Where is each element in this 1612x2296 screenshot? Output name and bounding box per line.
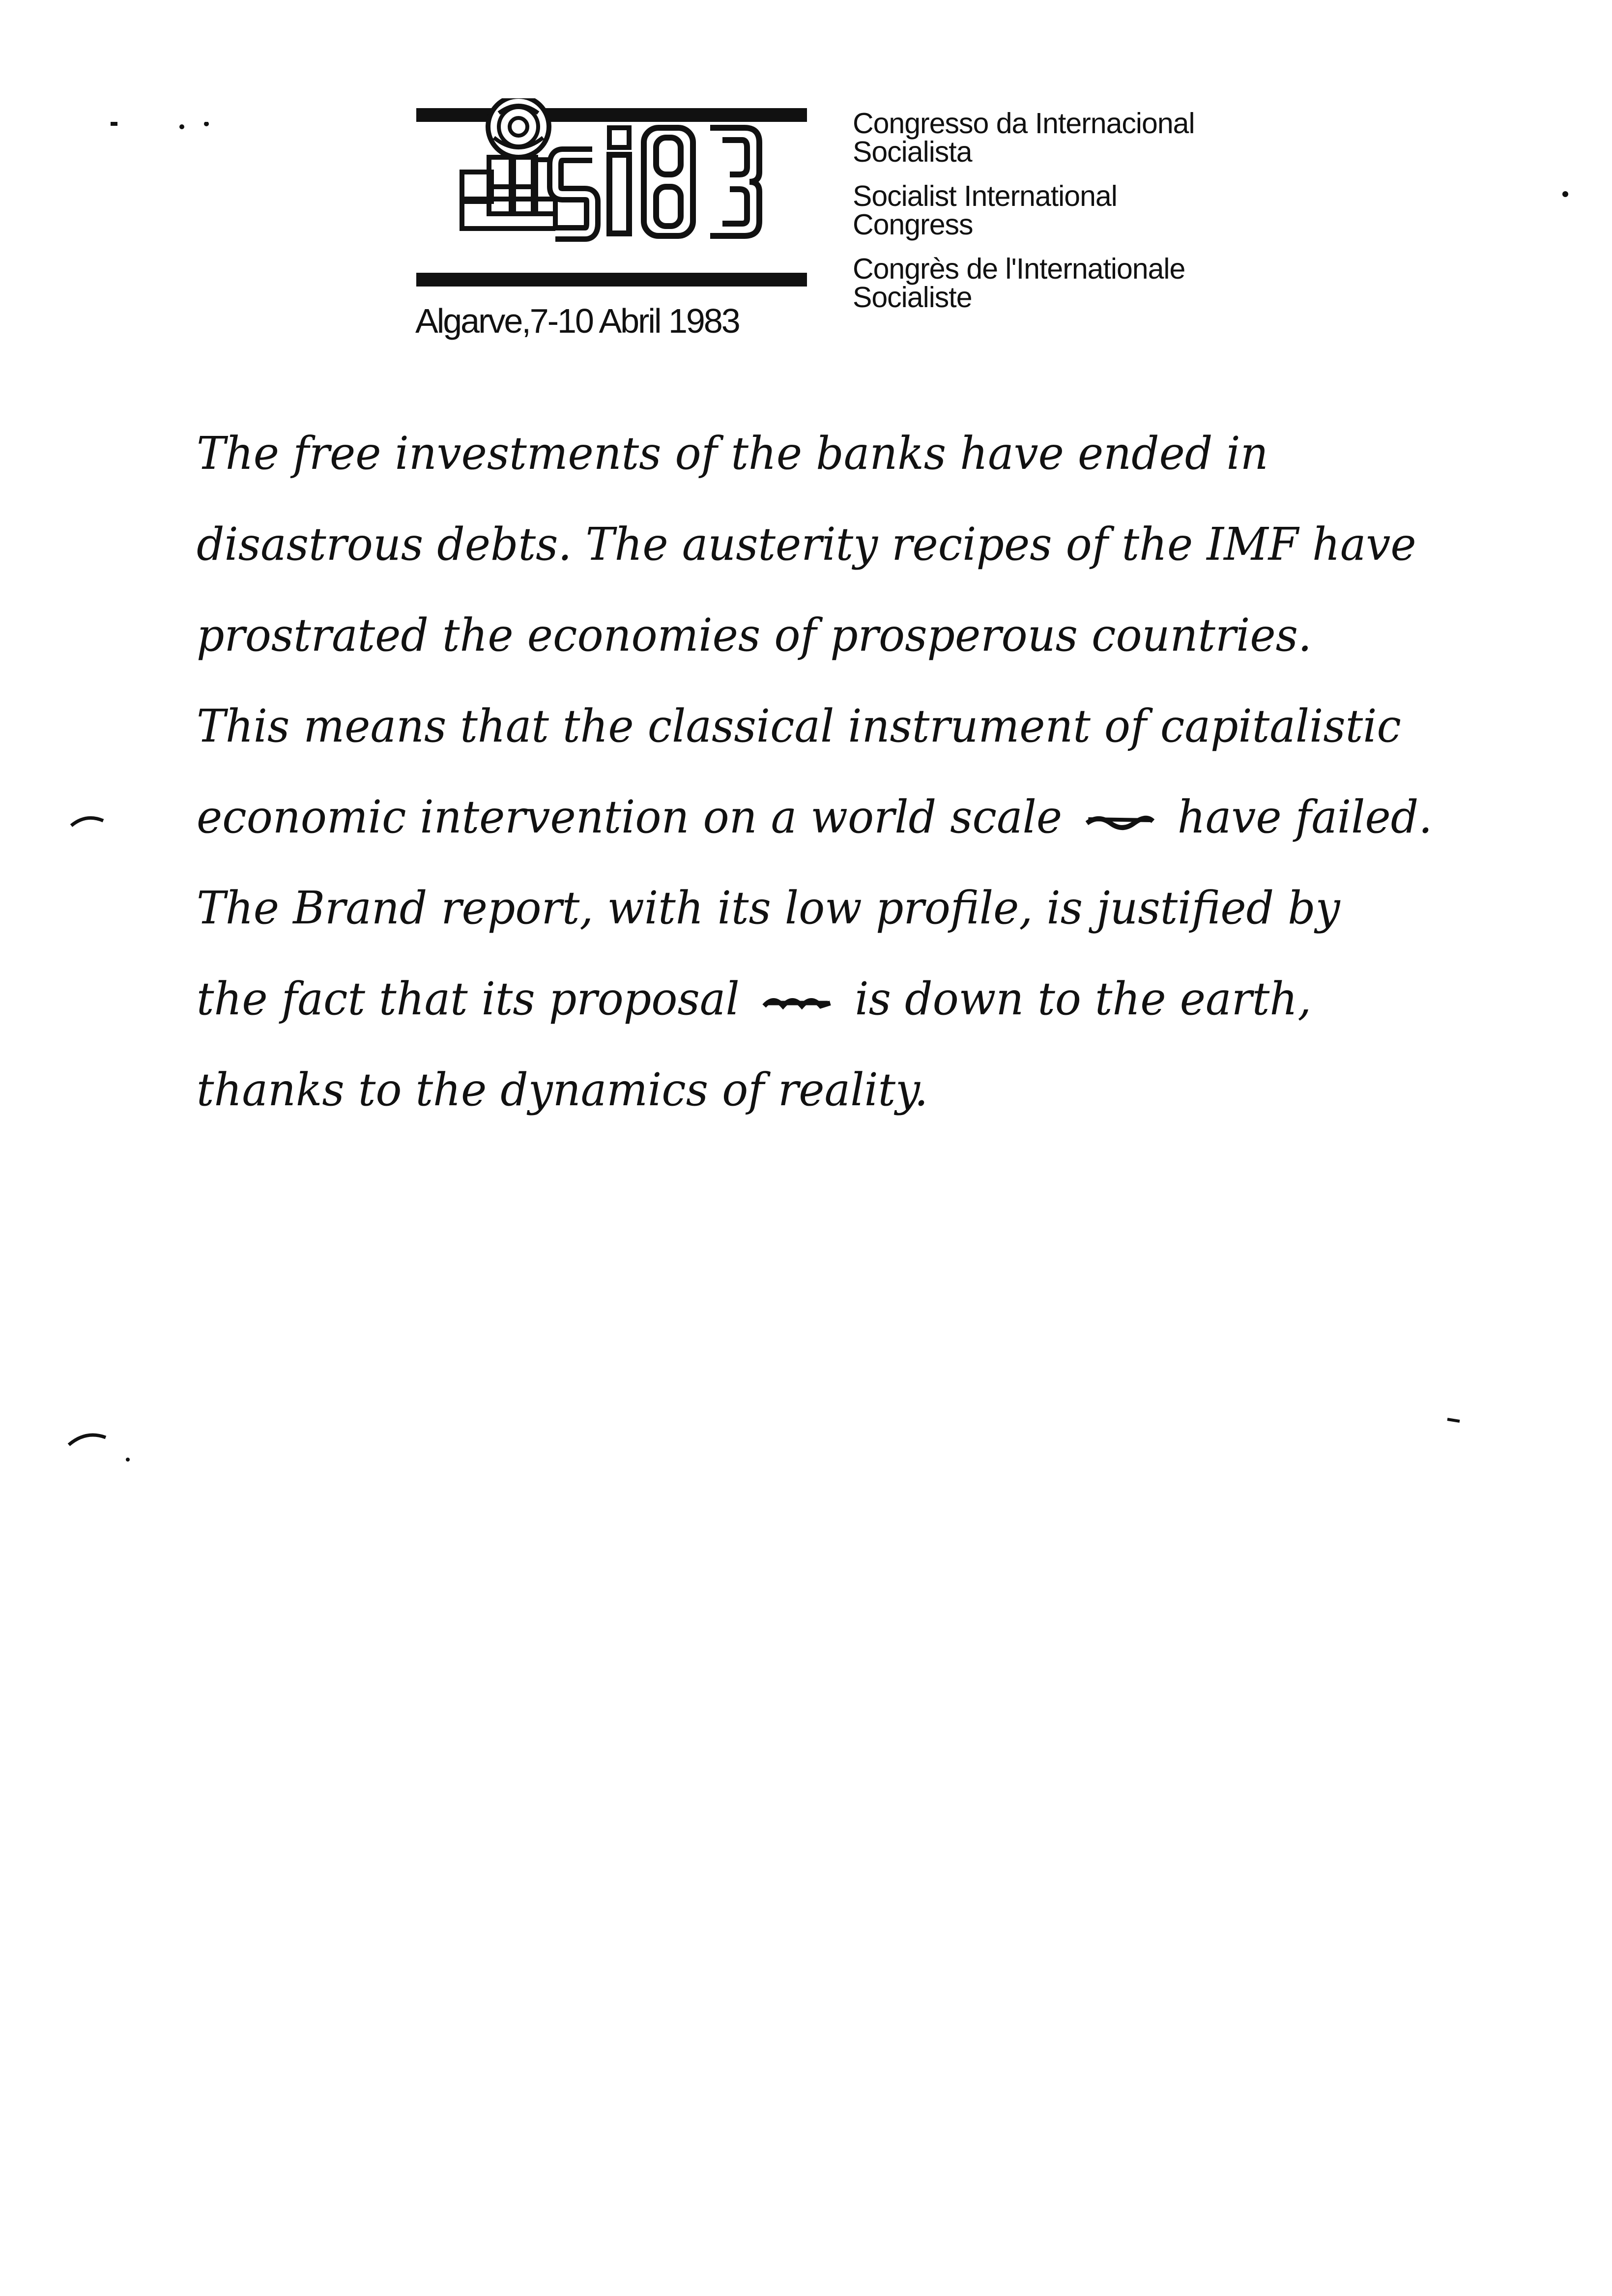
letter-line: The Brand report, with its low profile, is justified by [197,882,1340,934]
scan-mark [1445,1415,1465,1425]
crossed-out-word [1085,809,1155,832]
letter-line-part: have failed. [1177,791,1433,843]
rose-icon [488,98,549,157]
title-line: Socialiste [853,281,972,314]
title-line: Socialist International [853,180,1117,212]
crossed-out-word [762,991,833,1014]
letter-line: prostrated the economies of prosperous countries. [197,609,1312,661]
letter-line [197,772,1433,862]
title-french [853,255,1344,312]
letter-line-part: the fact that its proposal [197,973,740,1025]
title-line: Socialista [853,136,972,168]
letterhead [0,0,1612,373]
title-line: Congresso da Internacional [853,107,1195,140]
handwritten-letter [197,408,1445,1135]
scan-mark [69,811,108,831]
fist-icon [462,157,555,229]
title-line: Congress [853,208,973,241]
scan-mark [1560,189,1570,199]
scan-mark [111,122,307,142]
letter-line-part: economic intervention on a world scale [197,791,1063,843]
letter-line: This means that the classical instrument of capitalistic [197,700,1401,752]
letter-line-part: is down to the earth, [855,973,1312,1025]
letter-line: disastrous debts. The austerity recipes of the IMF have [197,518,1416,571]
title-line: Congrès de l'Internationale [853,253,1185,285]
event-date: Algarve,7-10 Abril 1983 [415,302,739,340]
letter-line: The free investments of the banks have ended in [197,427,1268,480]
scan-mark [66,1425,135,1464]
letter-line: thanks to the dynamics of reality. [197,1063,928,1116]
title-portuguese [853,109,1344,166]
letter-line [197,953,1395,1044]
title-english [853,182,1344,239]
congress-title-block [853,109,1344,327]
si83-logo [415,98,808,319]
